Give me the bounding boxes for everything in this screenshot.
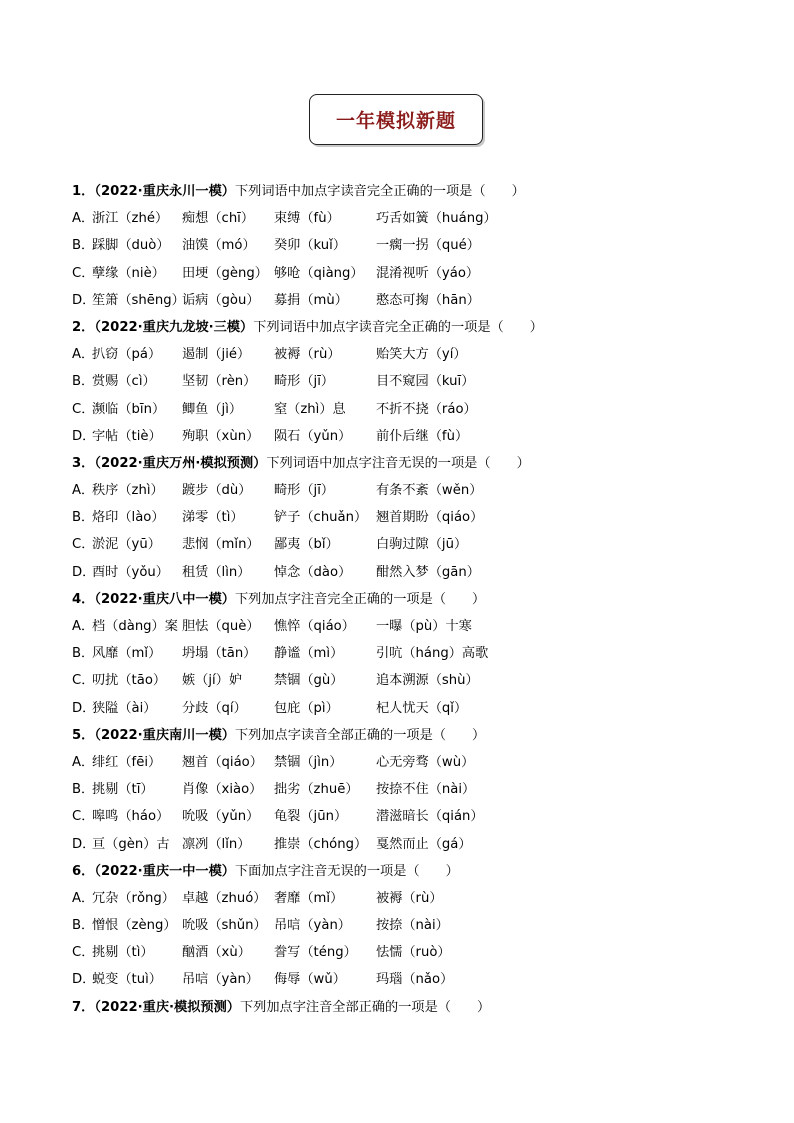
option-word: 痴想（chī） [182,211,255,227]
option-word: 吊唁（yàn） [274,918,351,934]
answer-blank-close: ） [511,184,525,199]
option-word: 心无旁骛（wù） [376,754,475,770]
option-word: 田埂（gèng） [182,265,268,281]
option-word: 前仆后继（fù） [376,428,469,444]
option-words [92,939,772,966]
question-source: （2022·重庆万州·模拟预测） [94,455,267,471]
option-word: 遏制（jié） [182,347,251,363]
option-row [72,695,772,722]
option-letter: B． [72,238,95,254]
option-letter: C． [72,673,95,689]
option-word: 字帖（tiè） [92,428,162,444]
option-word: 奢靡（mǐ） [274,890,344,906]
option-row [72,613,772,640]
option-word: 畸形（jī） [274,374,335,390]
option-words [92,287,772,314]
option-row [72,287,772,314]
option-letter: A． [72,211,95,227]
option-word: 踱步（dù） [182,483,252,499]
option-word: 誊写（téng） [274,945,357,961]
option-word: 不折不挠（ráo） [376,401,477,417]
option-words [92,260,772,287]
option-words [92,803,772,830]
option-word: 卓越（zhuó） [182,890,267,906]
option-letter: A． [72,347,95,363]
option-word: 混淆视听（yáo） [376,265,480,281]
question-text: 下列词语中加点字读音完全正确的一项是（ [253,319,504,335]
option-row [72,368,772,395]
option-words [92,368,772,395]
option-word: 风靡（mǐ） [92,646,162,662]
option-row [72,341,772,368]
option-letter: C． [72,537,95,553]
option-row [72,477,772,504]
option-words [92,423,772,450]
option-word: 鄙夷（bǐ） [274,537,339,553]
section-title: 一年模拟新题 [335,110,456,132]
option-letter: C． [72,809,95,825]
question-text: 下列加点字注音完全正确的一项是（ [235,591,446,607]
option-words [92,912,772,939]
option-letter: C． [72,945,95,961]
option-row [72,939,772,966]
option-word: 胆怯（què） [182,619,260,634]
option-word: 白驹过隙（jū） [376,537,468,553]
option-row [72,504,772,531]
question-number: 6． [72,863,95,879]
question-stem [72,722,772,749]
option-word: 浙江（zhé） [92,211,169,227]
option-word: 包庇（pì） [274,700,339,716]
question-source: （2022·重庆八中一模） [94,591,235,607]
option-word: 挑剔（tī） [92,782,154,798]
option-word: 濒临（bīn） [92,401,166,417]
option-word: 龟裂（jūn） [274,809,348,825]
option-letter: C． [72,401,95,417]
option-words [92,396,772,423]
option-word: 引吭（háng）高歌 [376,646,489,662]
question-number: 5． [72,727,95,743]
option-row [72,803,772,830]
option-word: 凛冽（lǐn） [182,836,251,852]
answer-blank-close: ） [529,319,543,335]
option-word: 酗酒（xù） [182,945,251,961]
section-title-box [309,94,483,145]
option-letter: B． [72,646,95,662]
option-words [92,205,772,232]
option-word: 嫉（jí）妒 [182,673,243,689]
option-row [72,559,772,586]
option-word: 分歧（qí） [182,700,247,716]
option-letter: A． [72,754,95,770]
option-words [92,966,772,993]
option-word: 潜滋暗长（qián） [376,809,484,825]
option-row [72,885,772,912]
option-word: 叨扰（tāo） [92,673,167,689]
question-number: 4． [72,591,95,607]
option-letter: A． [72,619,95,634]
option-word: 侮辱（wǔ） [274,972,346,988]
option-letter: D． [72,292,96,308]
option-letter: A． [72,483,95,499]
option-word: 冗杂（rǒng） [92,890,175,906]
option-word: 陨石（yǔn） [274,428,352,444]
option-word: 追本溯源（shù） [376,673,479,689]
question-source: （2022·重庆一中一模） [94,863,235,879]
option-word: 窒（zhì）息 [274,401,346,417]
option-words [92,504,772,531]
option-letter: A． [72,890,95,906]
option-word: 够呛（qiàng） [274,265,364,281]
question-number: 2． [72,319,95,335]
question-list [72,178,772,1021]
option-row [72,667,772,694]
option-words [92,749,772,776]
option-word: 挑剔（tì） [92,945,154,961]
option-row [72,749,772,776]
answer-blank-close: ） [472,591,486,607]
option-word: 翘首（qiáo） [182,754,263,770]
option-letter: D． [72,428,96,444]
option-word: 肖像（xiào） [182,782,263,798]
option-word: 亘（gèn）古 [92,836,170,852]
option-word: 淤泥（yū） [92,537,161,553]
option-word: 有条不紊（wěn） [376,483,483,499]
option-word: 蜕变（tuì） [92,972,162,988]
option-word: 憨态可掬（hān） [376,292,480,308]
option-words [92,885,772,912]
question-number: 7． [72,999,95,1015]
question-stem [72,450,772,477]
option-word: 玛瑙（nǎo） [376,972,454,988]
option-word: 坍塌（tān） [182,646,257,662]
option-word: 一曝（pù）十寒 [376,619,472,634]
option-word: 诟病（gòu） [182,292,260,308]
option-words [92,695,772,722]
option-letter: B． [72,374,95,390]
option-letter: D． [72,836,96,852]
option-word: 畸形（jī） [274,483,335,499]
option-letter: B． [72,782,95,798]
option-word: 吊唁（yàn） [182,972,259,988]
question-number: 3． [72,455,95,471]
option-letter: B． [72,918,95,934]
option-word: 癸卯（kuǐ） [274,238,347,254]
option-row [72,912,772,939]
option-word: 涕零（tì） [182,510,244,526]
option-word: 杞人忧天（qǐ） [376,700,468,716]
option-word: 狭隘（ài） [92,700,157,716]
option-letter: D． [72,564,96,580]
question-source: （2022·重庆南川一模） [94,727,235,743]
option-word: 坚韧（rèn） [182,374,257,390]
option-word: 翘首期盼（qiáo） [376,510,484,526]
option-words [92,232,772,259]
option-word: 吮吸（shǔn） [182,918,267,934]
question-stem [72,994,772,1021]
option-words [92,776,772,803]
option-word: 笙箫（shēng） [92,292,185,308]
option-words [92,613,772,640]
option-word: 拙劣（zhuē） [274,782,359,798]
option-word: 被褥（rù） [376,890,443,906]
option-word: 被褥（rù） [274,347,341,363]
option-row [72,776,772,803]
question-stem [72,858,772,885]
question-source: （2022·重庆九龙坡·三模） [94,319,254,335]
question-text: 下列词语中加点字注音无误的一项是（ [266,455,491,471]
question-number: 1． [72,184,95,199]
option-word: 一瘸一拐（qué） [376,238,480,254]
option-word: 按捺不住（nài） [376,782,476,798]
option-word: 绯红（fēi） [92,754,162,770]
question-text: 下列加点字读音全部正确的一项是（ [235,727,446,743]
option-letter: C． [72,265,95,281]
answer-blank-close: ） [477,999,491,1015]
option-words [92,559,772,586]
option-word: 扒窃（pá） [92,347,162,363]
option-word: 怯懦（ruò） [376,945,451,961]
option-words [92,477,772,504]
option-word: 憎恨（zèng） [92,918,177,934]
question-text: 下列加点字注音全部正确的一项是（ [240,999,451,1015]
option-word: 烙印（lào） [92,510,165,526]
option-row [72,640,772,667]
question-source: （2022·重庆永川一模） [94,184,235,199]
option-word: 悼念（dào） [274,564,352,580]
option-words [92,831,772,858]
option-letter: D． [72,972,96,988]
option-word: 租赁（lìn） [182,564,251,580]
option-word: 孽缘（niè） [92,265,165,281]
option-word: 秩序（zhì） [92,483,164,499]
option-word: 推崇（chóng） [274,836,368,852]
option-word: 募捐（mù） [274,292,348,308]
question-stem [72,314,772,341]
option-row [72,966,772,993]
answer-blank-close: ） [472,727,486,743]
answer-blank-close: ） [445,863,459,879]
option-row [72,831,772,858]
option-word: 禁锢（jìn） [274,754,343,770]
option-word: 档（dàng）案 [92,619,178,634]
question-text: 下面加点字注音无误的一项是（ [235,863,420,879]
option-words [92,341,772,368]
question-text: 下列词语中加点字读音完全正确的一项是（ [235,184,486,199]
option-word: 赏赐（cì） [92,374,156,390]
option-word: 按捺（nài） [376,918,449,934]
option-words [92,640,772,667]
option-word: 静谧（mì） [274,646,344,662]
option-word: 悲悯（mǐn） [182,537,260,553]
option-letter: B． [72,510,95,526]
option-word: 憔悴（qiáo） [274,619,355,634]
option-word: 束缚（fù） [274,211,340,227]
option-words [92,531,772,558]
option-word: 殉职（xùn） [182,428,260,444]
option-row [72,260,772,287]
question-stem [72,586,772,613]
option-word: 酉时（yǒu） [92,564,169,580]
option-row [72,531,772,558]
option-word: 目不窥园（kuī） [376,374,475,390]
option-word: 禁锢（gù） [274,673,344,689]
option-row [72,232,772,259]
option-word: 巧舌如簧（huáng） [376,211,497,227]
answer-blank-close: ） [516,455,530,471]
option-word: 贻笑大方（yí） [376,347,467,363]
option-word: 吮吸（yǔn） [182,809,260,825]
option-row [72,396,772,423]
option-row [72,423,772,450]
option-row [72,205,772,232]
option-word: 戛然而止（gá） [376,836,472,852]
option-word: 酣然入梦（gān） [376,564,480,580]
option-words [92,667,772,694]
option-letter: D． [72,700,96,716]
question-stem [72,178,772,205]
option-word: 油馍（mó） [182,238,256,254]
option-word: 铲子（chuǎn） [274,510,368,526]
question-source: （2022·重庆·模拟预测） [94,999,240,1015]
option-word: 鲫鱼（jì） [182,401,243,417]
option-word: 嗥鸣（háo） [92,809,170,825]
option-word: 踩脚（duò） [92,238,170,254]
